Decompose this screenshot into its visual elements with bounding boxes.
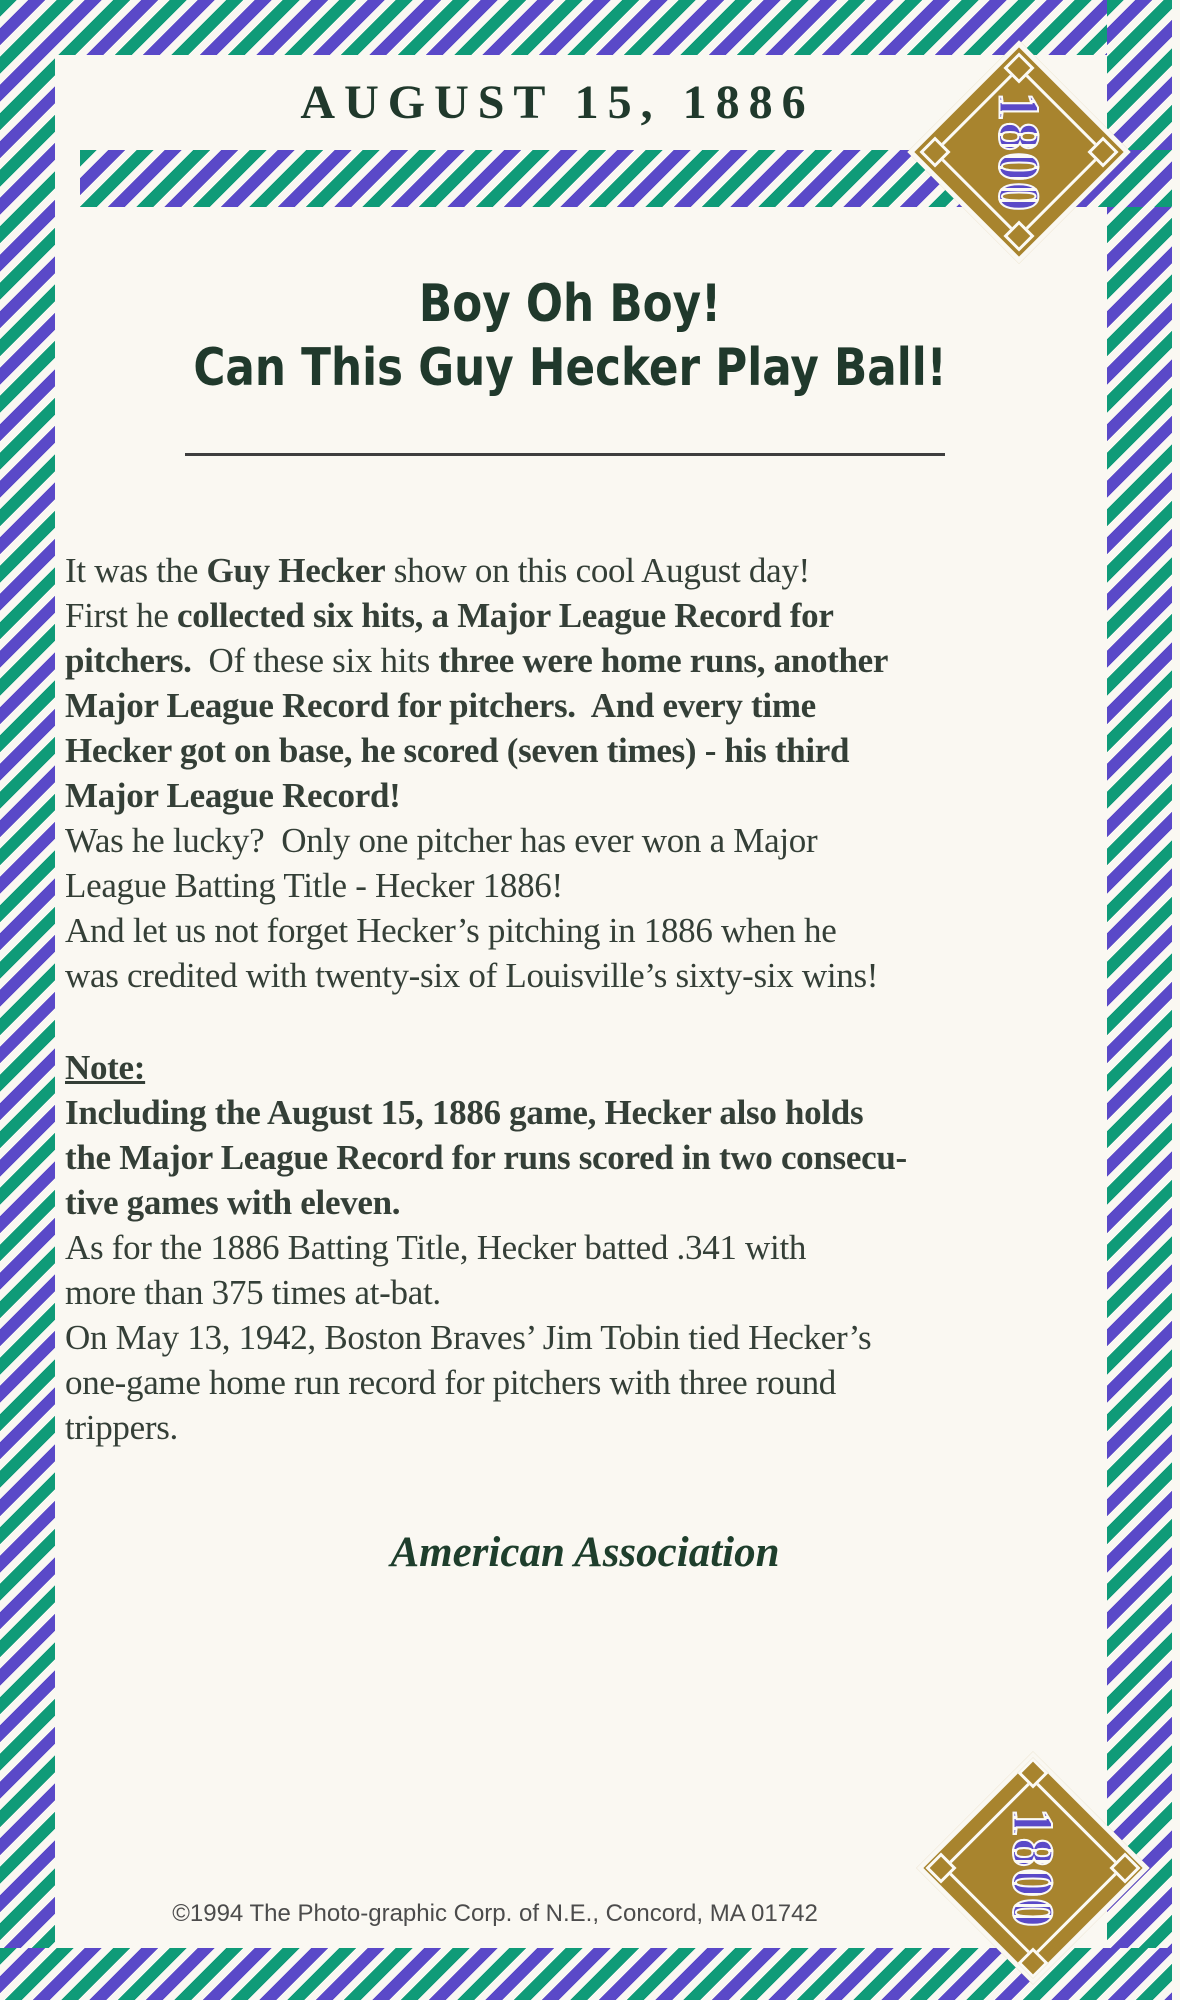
text-line: It was the Guy Hecker show on this cool August day!	[65, 551, 810, 590]
text-line: On May 13, 1942, Boston Braves’ Jim Tobin tied Hecker’s	[65, 1318, 872, 1357]
text-line: more than 375 times at-bat.	[65, 1273, 441, 1312]
right-edge-margin	[1172, 0, 1180, 2000]
note-paragraph	[65, 1045, 907, 1450]
border-stripes-right	[1107, 0, 1172, 2000]
story-paragraph	[65, 548, 888, 998]
text-line: Including the August 15, 1886 game, Hecker also holds	[65, 1093, 864, 1132]
logo-1800-diamond-bottom	[913, 1745, 1153, 1991]
text-line: Note:	[65, 1048, 146, 1087]
logo-1800-diamond-top	[907, 40, 1131, 264]
text-line: Major League Record for pitchers. And every time	[65, 686, 816, 725]
text-line: And let us not forget Hecker’s pitching in 1886 when he	[65, 911, 837, 950]
card-title	[91, 272, 1049, 400]
logo-year-text: 1800	[986, 92, 1052, 212]
text-line: As for the 1886 Batting Title, Hecker batted .341 with	[65, 1228, 807, 1267]
text-line: trippers.	[65, 1408, 178, 1447]
league-name: American Association	[390, 1529, 780, 1576]
border-stripes-left	[0, 0, 55, 2000]
text-line: was credited with twenty-six of Louisville’s sixty-six wins!	[65, 956, 879, 995]
text-line: Was he lucky? Only one pitcher has ever won a Major	[65, 821, 818, 860]
card-title-line1: Boy Oh Boy!	[418, 274, 722, 334]
text-line: Hecker got on base, he scored (seven times) - his third	[65, 731, 850, 770]
text-line: League Batting Title - Hecker 1886!	[65, 866, 563, 905]
card-title-line2: Can This Guy Hecker Play Ball!	[193, 338, 947, 398]
text-line: First he collected six hits, a Major League Record for	[65, 596, 834, 635]
text-line: the Major League Record for runs scored in two consecu-	[65, 1138, 907, 1177]
logo-year-text: 1800	[1000, 1808, 1066, 1928]
text-line: pitchers. Of these six hits three were home runs, another	[65, 641, 889, 680]
text-line: tive games with eleven.	[65, 1183, 401, 1222]
text-line: one-game home run record for pitchers with three round	[65, 1363, 837, 1402]
copyright-line: ©1994 The Photo-graphic Corp. of N.E., Concord, MA 01742	[172, 1900, 818, 1927]
header-date: AUGUST 15, 1886	[300, 76, 815, 129]
text-line: Major League Record!	[65, 776, 401, 815]
title-divider-rule	[185, 453, 945, 456]
